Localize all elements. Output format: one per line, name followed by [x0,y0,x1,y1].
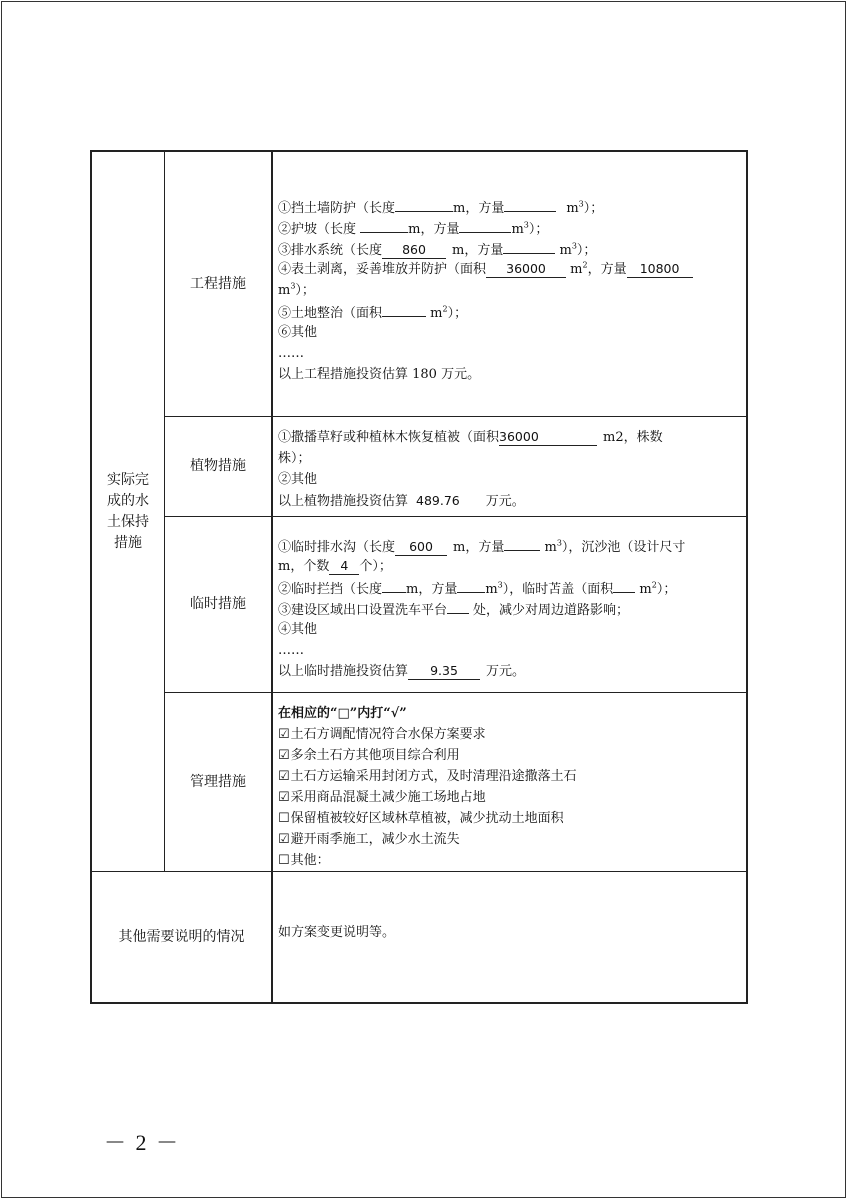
col-divider-2 [271,150,273,1004]
other-notes-label: 其他需要说明的情况 [118,928,245,945]
vegetation-measures-label: 植物措施 [190,458,246,474]
vegetation-other-line: ②其他 [278,472,318,487]
seeding-line: ①撒播草籽或种植林木恢复植被（面积36000 m2，株数 [278,429,663,445]
other-notes-content [278,922,395,943]
checked-box-icon[interactable]: ☑ [278,832,290,847]
table-border-right [746,150,748,1004]
land-remediation-line: ⑤土地整治（面积 $m^2$）； [278,301,693,322]
engineering-other-line: ⑥其他 [278,325,318,340]
mgmt-item[interactable]: ☑采用商品混凝土减少施工场地占地 [278,790,486,805]
management-measures-label: 管理措施 [190,773,246,790]
mgmt-item[interactable]: ☑多余土石方其他项目综合利用 [278,748,460,763]
checked-box-icon[interactable]: ☑ [278,748,290,763]
retaining-wall-line: ①挡土墙防护（长度 m，方量 $m^3$）； [278,196,693,217]
mgmt-item[interactable]: ☑避开雨季施工，减少水土流失 [278,832,460,847]
engineering-content [278,196,693,385]
temporary-content [278,535,685,682]
temporary-ellipsis: …… [278,643,304,658]
vegetation-content [278,427,663,511]
topsoil-stripping-line: ④表土剥离，妥善堆放并防护（面积 36000 $m^2$，方量 10800 [278,259,693,280]
unchecked-box-icon[interactable]: ☐ [278,811,290,826]
checked-box-icon[interactable]: ☑ [278,769,290,784]
temporary-investment-line: 以上临时措施投资估算 9.35 万元。 [278,663,526,679]
engineering-ellipsis: …… [278,346,304,361]
checked-box-icon[interactable]: ☑ [278,790,290,805]
temp-drain-line: ①临时排水沟（长度 600 m，方量 $m^3$），沉沙池（设计尺寸 [278,535,685,556]
mgmt-item[interactable]: ☐保留植被较好区域林草植被，减少扰动土地面积 [278,811,564,826]
mgmt-item[interactable]: ☐其他： [278,853,330,868]
actual-measures-label: 实际完 成的水 土保持 措施 [107,471,149,551]
checked-box-icon[interactable]: ☑ [278,727,290,742]
unchecked-box-icon[interactable]: ☐ [278,853,290,868]
mgmt-item[interactable]: ☑土石方运输采用封闭方式，及时清理沿途撒落土石 [278,769,577,784]
temporary-other-line: ④其他 [278,622,318,637]
drainage-system-line: ③排水系统（长度 860 m，方量 $m^3$）； [278,238,693,259]
engineering-investment-line: 以上工程措施投资估算 180 万元。 [278,367,481,382]
temporary-measures-label: 临时措施 [190,596,246,612]
table-border-bottom [90,1002,748,1004]
vegetation-investment-line: 以上植物措施投资估算 489.76 万元。 [278,493,525,509]
management-content [278,703,577,871]
management-instruction: 在相应的“□”内打“√” [278,706,407,721]
mgmt-item[interactable]: ☑土石方调配情况符合水保方案要求 [278,727,486,742]
temp-drain-line-cont: m，个数 4 个）； [278,558,392,574]
page-number: － 2 － [104,1130,181,1155]
topsoil-stripping-line-cont: $m^3$）； [278,281,315,298]
wash-platform-line: ③建设区域出口设置洗车平台 处，减少对周边道路影响； [278,598,685,619]
temp-barrier-line: ②临时拦挡（长度 m，方量 $m^3$），临时苫盖（面积 $m^2$）； [278,577,685,598]
seeding-line-cont: 株）； [278,451,311,466]
other-notes-text: 如方案变更说明等。 [278,925,396,940]
engineering-measures-label: 工程措施 [190,275,246,292]
slope-protection-line: ②护坡（长度 m，方量 $m^3$）； [278,217,693,238]
